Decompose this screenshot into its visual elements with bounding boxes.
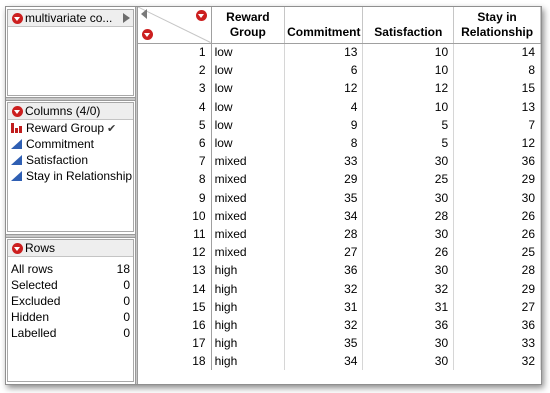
stat-value: 0 [123, 326, 130, 340]
column-label: Stay in Relationship [26, 169, 133, 183]
column-item-commitment[interactable] [8, 136, 133, 152]
stat-value: 0 [123, 278, 130, 292]
cell-satisfaction[interactable]: 30 [363, 225, 454, 243]
cell-commitment[interactable]: 12 [285, 79, 363, 97]
cell-satisfaction[interactable]: 30 [363, 152, 454, 170]
stat-value: 0 [123, 310, 130, 324]
cell-reward-group[interactable]: mixed [211, 225, 285, 243]
red-triangle-menu-icon[interactable] [12, 106, 23, 117]
row-number[interactable]: 12 [138, 243, 211, 261]
cell-stay-in-relationship[interactable]: 13 [454, 98, 541, 116]
cell-commitment[interactable]: 34 [285, 352, 363, 370]
cell-stay-in-relationship[interactable]: 36 [454, 316, 541, 334]
table-corner[interactable] [138, 7, 211, 43]
column-item-satisfaction[interactable] [8, 152, 133, 168]
table-panel [7, 9, 134, 96]
cell-commitment[interactable]: 36 [285, 261, 363, 279]
cell-satisfaction[interactable]: 25 [363, 170, 454, 188]
cell-satisfaction[interactable]: 10 [363, 61, 454, 79]
cell-stay-in-relationship[interactable]: 7 [454, 116, 541, 134]
cell-reward-group[interactable]: high [211, 279, 285, 297]
stat-label: Selected [11, 278, 58, 292]
table-row[interactable] [138, 225, 541, 243]
row-number[interactable]: 8 [138, 170, 211, 188]
table-row[interactable] [138, 116, 541, 134]
row-number[interactable]: 11 [138, 225, 211, 243]
cell-reward-group[interactable]: low [211, 43, 285, 61]
column-label: Commitment [26, 137, 95, 151]
cell-stay-in-relationship[interactable]: 15 [454, 79, 541, 97]
cell-reward-group[interactable]: low [211, 79, 285, 97]
cell-satisfaction[interactable]: 10 [363, 43, 454, 61]
cell-commitment[interactable]: 6 [285, 61, 363, 79]
row-number[interactable]: 15 [138, 298, 211, 316]
table-body [138, 43, 541, 370]
cell-satisfaction[interactable]: 10 [363, 98, 454, 116]
data-table [138, 7, 541, 370]
cell-stay-in-relationship[interactable]: 27 [454, 298, 541, 316]
cell-stay-in-relationship[interactable]: 26 [454, 207, 541, 225]
cell-commitment[interactable]: 4 [285, 98, 363, 116]
column-label: Reward Group [26, 121, 105, 135]
stat-label: Hidden [11, 310, 50, 324]
table-row[interactable] [138, 189, 541, 207]
cell-commitment[interactable]: 35 [285, 189, 363, 207]
rows-panel-header[interactable] [8, 240, 133, 257]
cell-commitment[interactable]: 8 [285, 134, 363, 152]
header-satisfaction[interactable]: Satisfaction [363, 7, 454, 43]
table-row[interactable] [138, 207, 541, 225]
continuous-icon [11, 155, 22, 165]
row-stat-selected [8, 277, 133, 293]
cell-stay-in-relationship[interactable]: 30 [454, 189, 541, 207]
column-item-reward-group[interactable] [8, 120, 133, 136]
columns-panel [7, 102, 134, 232]
rows-panel [7, 239, 134, 382]
cell-reward-group[interactable]: mixed [211, 189, 285, 207]
row-stat-excluded [8, 293, 133, 309]
row-red-triangle-icon[interactable] [142, 29, 153, 40]
cell-stay-in-relationship[interactable]: 26 [454, 225, 541, 243]
stat-value: 0 [123, 294, 130, 308]
row-number[interactable]: 3 [138, 79, 211, 97]
row-number[interactable]: 18 [138, 352, 211, 370]
header-stay-in-relationship[interactable]: Stay in Relationship [454, 7, 541, 43]
cell-commitment[interactable]: 13 [285, 43, 363, 61]
rows-panel-title: Rows [25, 241, 56, 255]
stat-label: All rows [11, 262, 54, 276]
cell-reward-group[interactable]: low [211, 134, 285, 152]
cell-reward-group[interactable]: low [211, 116, 285, 134]
table-row[interactable] [138, 43, 541, 61]
row-stat-labelled [8, 325, 133, 341]
cell-satisfaction[interactable]: 30 [363, 189, 454, 207]
cell-reward-group[interactable]: high [211, 298, 285, 316]
cell-reward-group[interactable]: high [211, 334, 285, 352]
cell-satisfaction[interactable]: 5 [363, 134, 454, 152]
red-triangle-menu-icon[interactable] [12, 13, 23, 24]
cell-satisfaction[interactable]: 5 [363, 116, 454, 134]
table-panel-header[interactable] [8, 10, 133, 27]
cell-reward-group[interactable]: high [211, 352, 285, 370]
cell-stay-in-relationship[interactable]: 33 [454, 334, 541, 352]
cell-reward-group[interactable]: mixed [211, 152, 285, 170]
row-number[interactable]: 16 [138, 316, 211, 334]
cell-commitment[interactable]: 35 [285, 334, 363, 352]
cell-reward-group[interactable]: mixed [211, 207, 285, 225]
row-number[interactable]: 1 [138, 43, 211, 61]
cell-satisfaction[interactable]: 31 [363, 298, 454, 316]
row-number[interactable]: 4 [138, 98, 211, 116]
cell-stay-in-relationship[interactable]: 32 [454, 352, 541, 370]
data-table-window [5, 6, 542, 385]
cell-stay-in-relationship[interactable]: 14 [454, 43, 541, 61]
cell-commitment[interactable]: 32 [285, 316, 363, 334]
stat-value: 18 [116, 262, 130, 276]
row-number[interactable]: 5 [138, 116, 211, 134]
table-row[interactable] [138, 316, 541, 334]
header-reward-group[interactable]: Reward Group [211, 7, 285, 43]
row-number[interactable]: 13 [138, 261, 211, 279]
table-row[interactable] [138, 334, 541, 352]
stat-label: Excluded [11, 294, 61, 308]
cell-satisfaction[interactable]: 30 [363, 334, 454, 352]
column-nav-left-icon[interactable] [141, 9, 147, 19]
table-row[interactable] [138, 79, 541, 97]
row-number[interactable]: 9 [138, 189, 211, 207]
disclosure-icon[interactable] [123, 13, 130, 23]
cell-reward-group[interactable]: high [211, 261, 285, 279]
table-row[interactable] [138, 261, 541, 279]
cell-satisfaction[interactable]: 30 [363, 352, 454, 370]
cell-commitment[interactable]: 28 [285, 225, 363, 243]
cell-satisfaction[interactable]: 32 [363, 279, 454, 297]
cell-satisfaction[interactable]: 28 [363, 207, 454, 225]
cell-commitment[interactable]: 33 [285, 152, 363, 170]
cell-commitment[interactable]: 9 [285, 116, 363, 134]
data-grid [138, 7, 541, 384]
table-row[interactable] [138, 279, 541, 297]
cell-stay-in-relationship[interactable]: 25 [454, 243, 541, 261]
cell-satisfaction[interactable]: 36 [363, 316, 454, 334]
cell-reward-group[interactable]: low [211, 61, 285, 79]
row-number[interactable]: 6 [138, 134, 211, 152]
row-stat-all-rows [8, 261, 133, 277]
cell-stay-in-relationship[interactable]: 29 [454, 170, 541, 188]
columns-panel-header[interactable] [8, 103, 133, 120]
table-name: multivariate co... [25, 11, 113, 25]
cell-stay-in-relationship[interactable]: 36 [454, 152, 541, 170]
table-row[interactable] [138, 352, 541, 370]
cell-reward-group[interactable]: mixed [211, 170, 285, 188]
column-item-stay-in-relationship[interactable] [8, 168, 133, 184]
row-number[interactable]: 17 [138, 334, 211, 352]
table-row[interactable] [138, 98, 541, 116]
cell-commitment[interactable]: 31 [285, 298, 363, 316]
continuous-icon [11, 139, 22, 149]
header-commitment[interactable]: Commitment [285, 7, 363, 43]
table-row[interactable] [138, 61, 541, 79]
cell-reward-group[interactable]: low [211, 98, 285, 116]
check-icon: ✔ [107, 123, 117, 135]
table-row[interactable] [138, 134, 541, 152]
row-stat-hidden [8, 309, 133, 325]
red-triangle-menu-icon[interactable] [12, 243, 23, 254]
cell-commitment[interactable]: 27 [285, 243, 363, 261]
table-row[interactable] [138, 298, 541, 316]
nominal-icon [11, 123, 23, 133]
row-number[interactable]: 10 [138, 207, 211, 225]
continuous-icon [11, 171, 22, 181]
cell-stay-in-relationship[interactable]: 29 [454, 279, 541, 297]
row-number[interactable]: 14 [138, 279, 211, 297]
table-row[interactable] [138, 152, 541, 170]
cell-commitment[interactable]: 32 [285, 279, 363, 297]
column-red-triangle-icon[interactable] [196, 10, 207, 21]
columns-panel-title: Columns (4/0) [25, 104, 101, 118]
cell-satisfaction[interactable]: 30 [363, 261, 454, 279]
cell-stay-in-relationship[interactable]: 28 [454, 261, 541, 279]
cell-reward-group[interactable]: mixed [211, 243, 285, 261]
column-label: Satisfaction [26, 153, 89, 167]
cell-satisfaction[interactable]: 26 [363, 243, 454, 261]
stat-label: Labelled [11, 326, 57, 340]
row-number[interactable]: 7 [138, 152, 211, 170]
table-row[interactable] [138, 170, 541, 188]
cell-stay-in-relationship[interactable]: 12 [454, 134, 541, 152]
cell-commitment[interactable]: 34 [285, 207, 363, 225]
left-panels [6, 7, 135, 384]
panel-splitter[interactable] [6, 234, 135, 238]
cell-reward-group[interactable]: high [211, 316, 285, 334]
panel-splitter[interactable] [6, 97, 135, 101]
cell-stay-in-relationship[interactable]: 8 [454, 61, 541, 79]
row-number[interactable]: 2 [138, 61, 211, 79]
table-row[interactable] [138, 243, 541, 261]
cell-satisfaction[interactable]: 12 [363, 79, 454, 97]
cell-commitment[interactable]: 29 [285, 170, 363, 188]
